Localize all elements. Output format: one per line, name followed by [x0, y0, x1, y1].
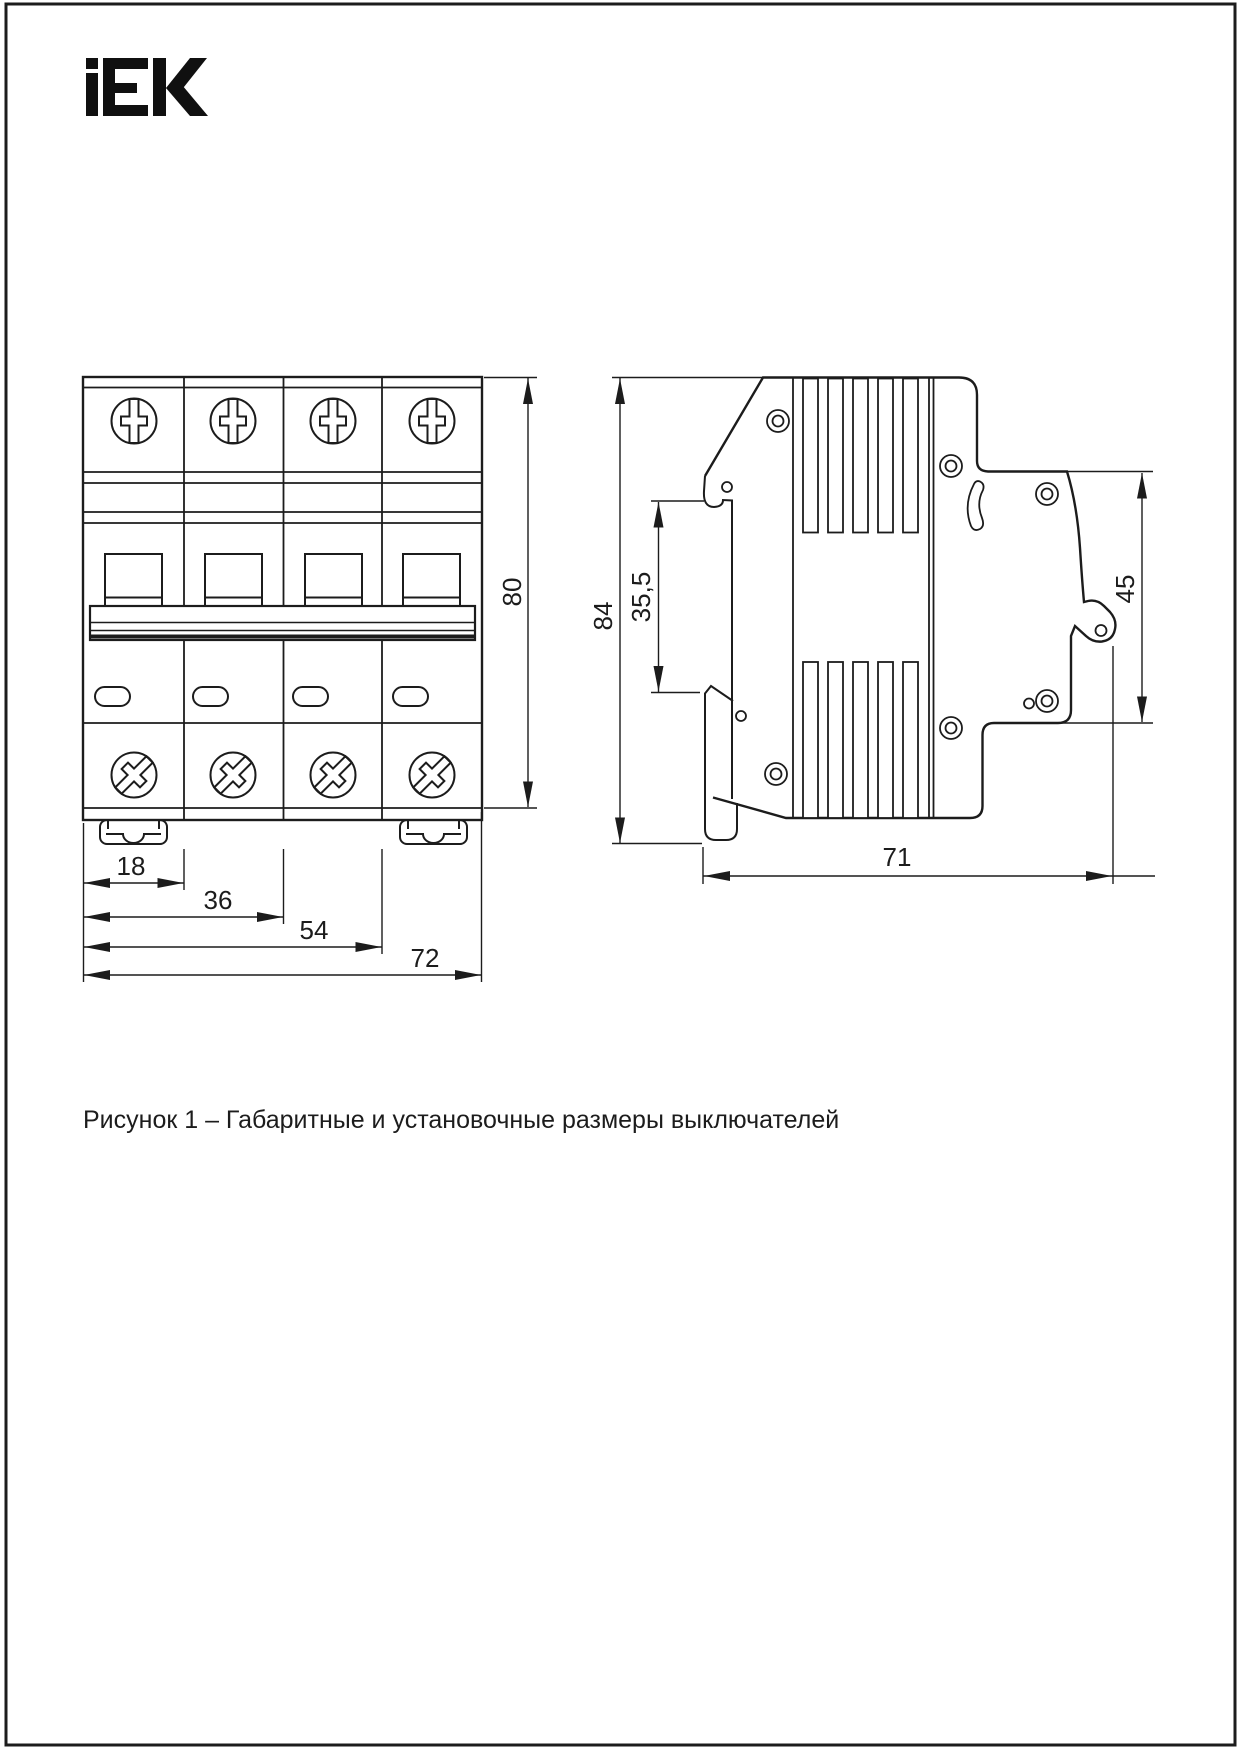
screw-bottom-4: [407, 750, 456, 799]
figure-caption: Рисунок 1 – Габаритные и установочные размеры выключателей: [83, 1106, 840, 1134]
toggle-pin-hole: [1096, 625, 1107, 636]
arrowhead: [1137, 473, 1147, 499]
front-dimensions: [84, 378, 538, 983]
arrowhead: [158, 878, 184, 888]
rivet: [1036, 483, 1058, 505]
dim-label-36: 36: [203, 885, 233, 915]
logo-k-lower-arm: [166, 79, 208, 116]
arrowhead: [654, 502, 664, 528]
rivet: [940, 455, 962, 477]
side-view: [588, 378, 1155, 885]
logo-e-bottom: [103, 105, 148, 116]
front-din-clips: [100, 820, 467, 844]
dim-label-80: 80: [497, 577, 527, 607]
dimension-36: [84, 912, 283, 922]
page-frame: [6, 4, 1235, 1745]
logo-k-stem: [153, 58, 166, 116]
front-toggle-windows: [105, 554, 460, 606]
arrowhead: [523, 782, 533, 808]
screw-bottom-2: [208, 750, 257, 799]
arrowhead: [84, 942, 110, 952]
arrowhead: [654, 666, 664, 692]
dim-label-84: 84: [588, 601, 618, 631]
arrowhead: [84, 912, 110, 922]
dim-label-45: 45: [1110, 574, 1140, 604]
dimension-54: [84, 942, 382, 952]
dim-label-35-5: 35,5: [626, 571, 656, 623]
rivet: [767, 410, 789, 432]
arrowhead: [1137, 697, 1147, 723]
side-curved-slot: [968, 481, 984, 530]
rivet: [765, 763, 787, 785]
side-fins-upper: [803, 379, 918, 533]
arrowhead: [523, 379, 533, 405]
arrowhead: [356, 942, 382, 952]
side-din-hook: [704, 476, 732, 799]
screw-top-2: [211, 399, 256, 444]
arrowhead: [455, 970, 481, 980]
dim-label-72: 72: [410, 943, 440, 973]
dim-label-18: 18: [116, 851, 146, 881]
front-view: [83, 377, 537, 982]
dimension-35-5: [651, 501, 704, 693]
arrowhead: [84, 970, 110, 980]
arrowhead: [84, 878, 110, 888]
din-clip-right: [400, 820, 467, 844]
screw-top-3: [311, 399, 356, 444]
arrowhead: [615, 379, 625, 405]
arrowhead: [1086, 871, 1112, 881]
rivet: [940, 717, 962, 739]
logo-i-stem: [86, 73, 98, 116]
arrowhead: [615, 818, 625, 844]
arrowhead: [257, 912, 283, 922]
dim-label-71: 71: [882, 842, 912, 872]
front-label-windows: [95, 687, 428, 706]
logo-e-mid: [103, 83, 137, 93]
logo-i-dot: [86, 58, 98, 69]
dim-label-54: 54: [299, 915, 329, 945]
din-clip-left: [100, 820, 167, 844]
rivet: [1036, 690, 1058, 712]
side-fins-lower: [803, 662, 918, 818]
arrowhead: [704, 871, 730, 881]
screw-bottom-3: [308, 750, 357, 799]
front-handle-bar: [90, 606, 475, 640]
screw-top-1: [112, 399, 157, 444]
iek-logo: [86, 58, 208, 116]
screw-bottom-1: [109, 750, 158, 799]
screw-top-4: [410, 399, 455, 444]
